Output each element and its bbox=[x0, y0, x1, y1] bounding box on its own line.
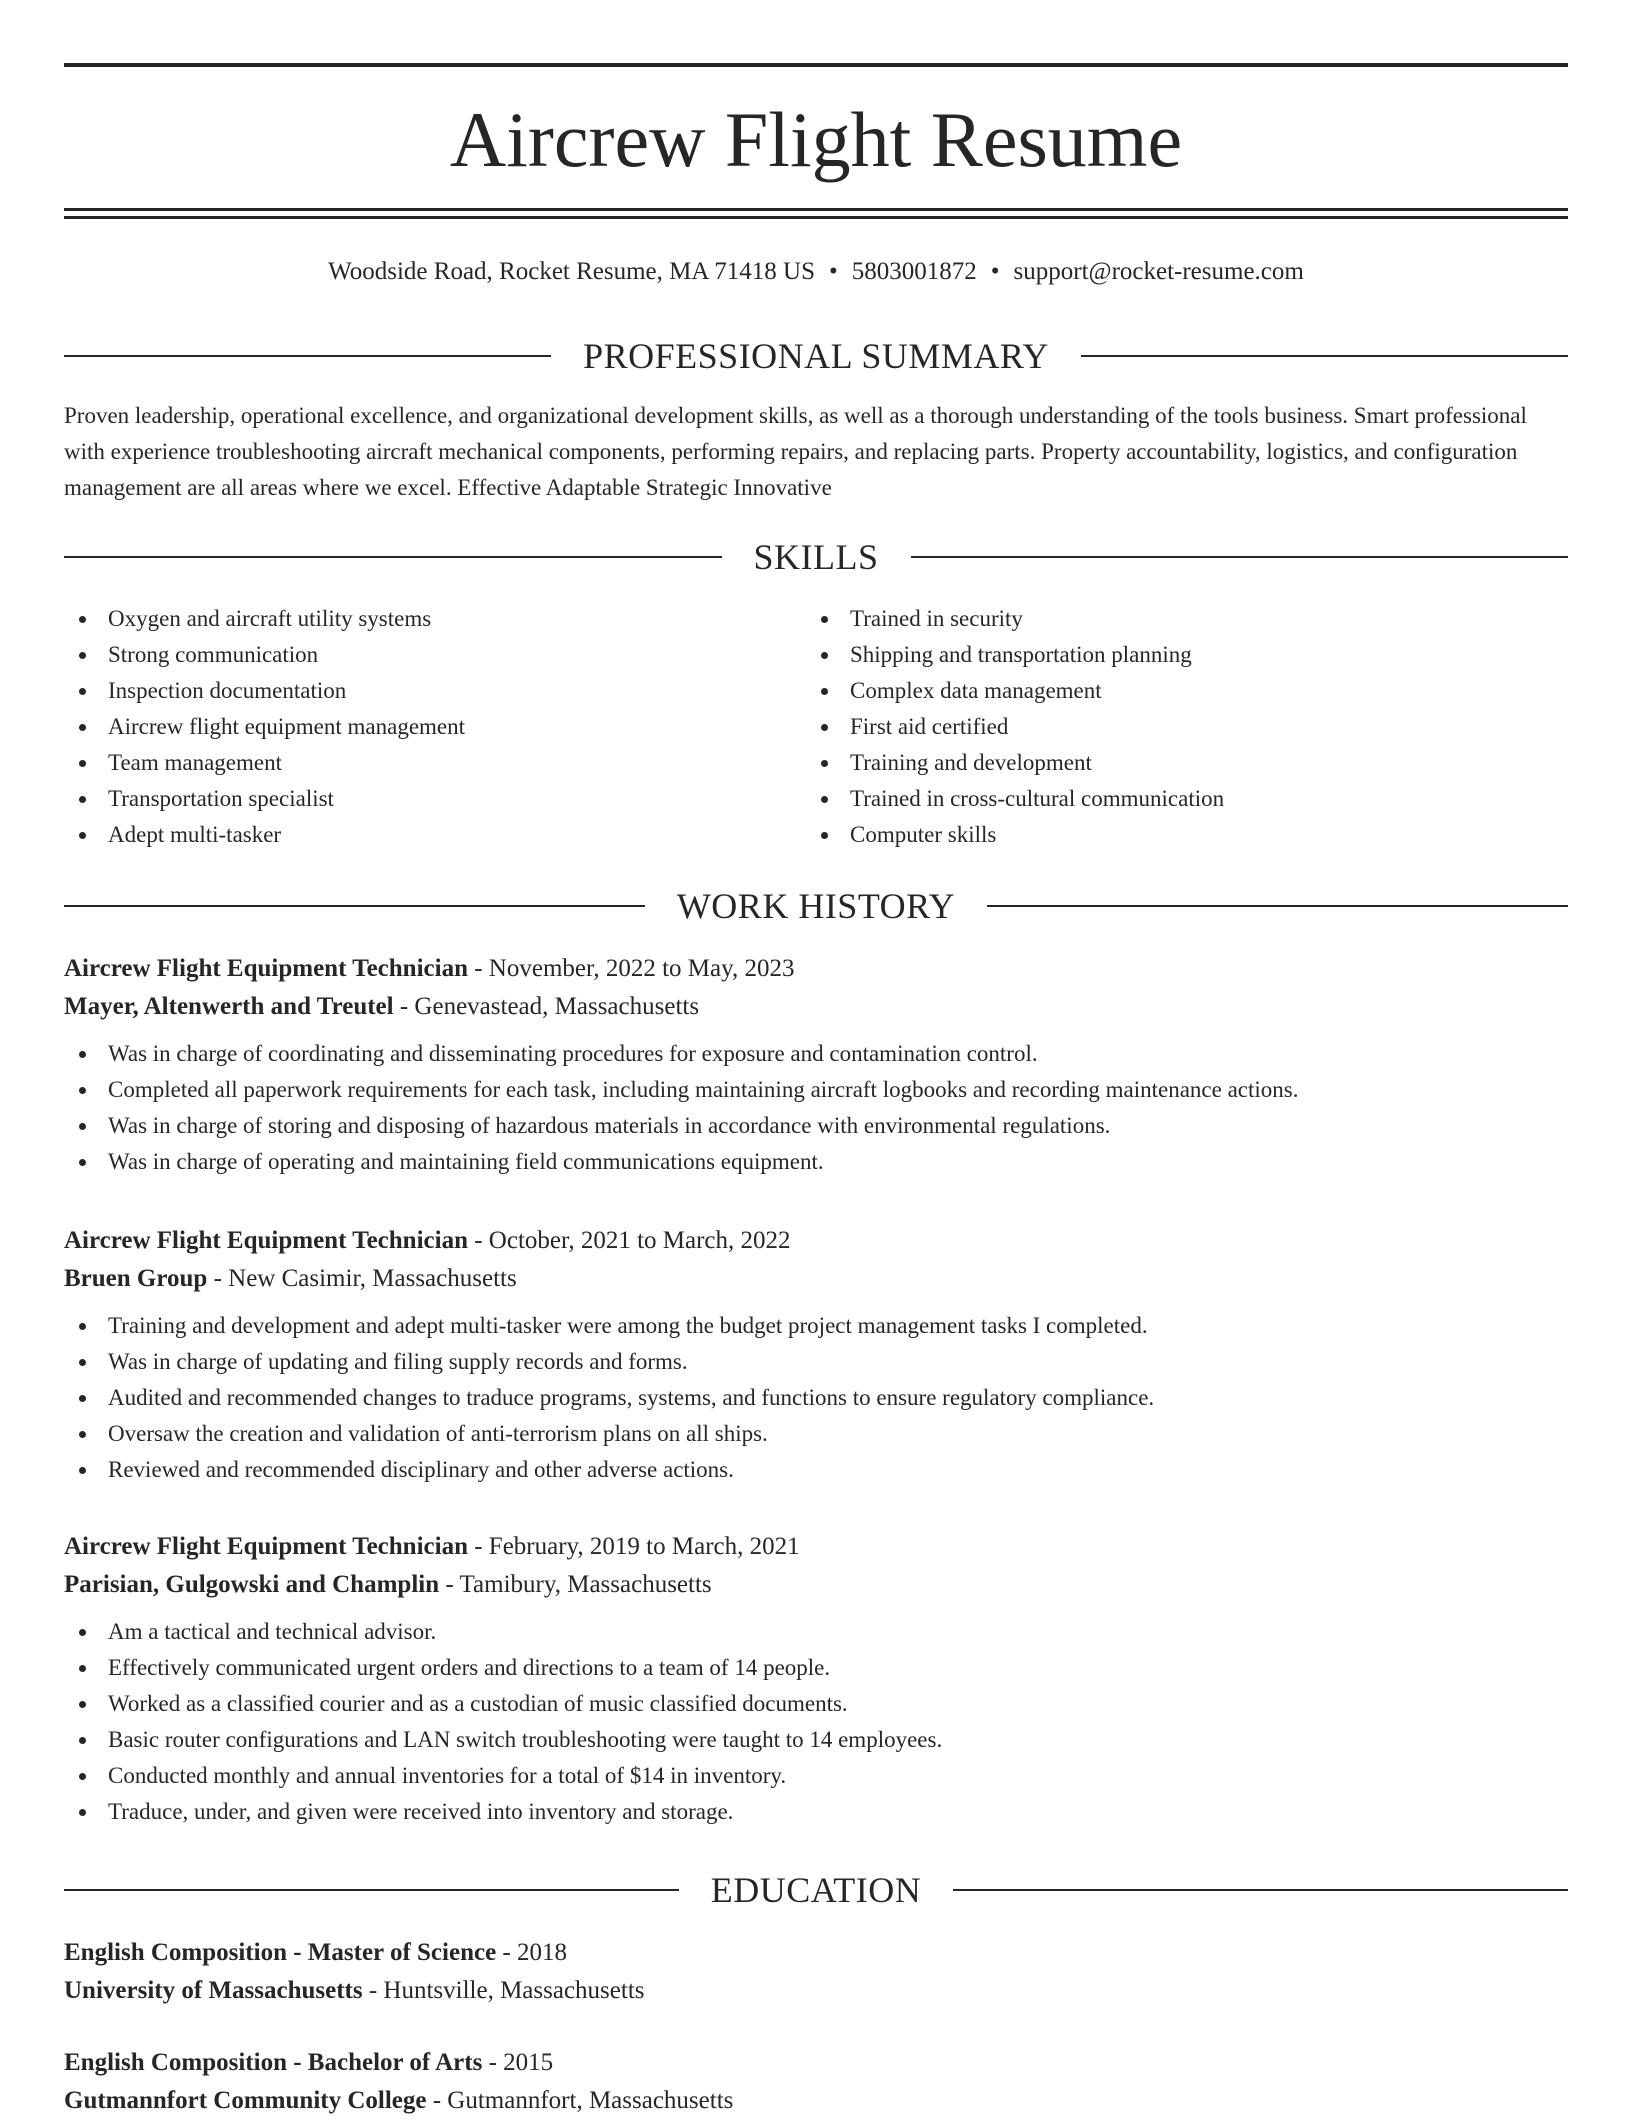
skill-item: Shipping and transportation planning bbox=[806, 637, 1506, 673]
skill-item: Computer skills bbox=[806, 817, 1506, 853]
contact-separator: • bbox=[990, 258, 1000, 285]
heading-rule-left bbox=[64, 905, 645, 907]
skill-item: First aid certified bbox=[806, 709, 1506, 745]
section-heading-label: PROFESSIONAL SUMMARY bbox=[583, 336, 1049, 376]
job-bullet: Completed all paperwork requirements for each task, including maintaining aircraft logbooks and recording maintenance actions. bbox=[64, 1072, 1568, 1108]
skill-item: Complex data management bbox=[806, 673, 1506, 709]
job-bullet: Reviewed and recommended disciplinary and other adverse actions. bbox=[64, 1452, 1568, 1488]
job-bullet: Was in charge of operating and maintaining field communications equipment. bbox=[64, 1144, 1568, 1180]
skill-item: Aircrew flight equipment management bbox=[64, 709, 764, 745]
job-company: Mayer, Altenwerth and Treutel bbox=[64, 993, 394, 1020]
header-top-rule bbox=[64, 63, 1568, 67]
education-year: - 2018 bbox=[496, 1939, 567, 1966]
job-bullet: Was in charge of coordinating and disseminating procedures for exposure and contamination control. bbox=[64, 1036, 1568, 1072]
education-location: - Huntsville, Massachusetts bbox=[362, 1977, 645, 2004]
skill-item: Oxygen and aircraft utility systems bbox=[64, 601, 764, 637]
section-heading-summary bbox=[64, 334, 1568, 378]
contact-phone: 5803001872 bbox=[851, 258, 977, 285]
contact-address: Woodside Road, Rocket Resume, MA 71418 US bbox=[328, 258, 816, 285]
skills-list-left bbox=[64, 601, 764, 853]
job-entry bbox=[64, 950, 1568, 1180]
job-bullet: Basic router configurations and LAN switch troubleshooting were taught to 14 employees. bbox=[64, 1722, 1568, 1758]
job-dates: - November, 2022 to May, 2023 bbox=[467, 955, 795, 982]
job-bullet: Was in charge of storing and disposing of hazardous materials in accordance with environmental regulations. bbox=[64, 1108, 1568, 1144]
job-company-line bbox=[64, 988, 1568, 1026]
contact-line bbox=[64, 252, 1568, 292]
job-title-line bbox=[64, 1528, 1568, 1566]
job-bullet: Audited and recommended changes to traduce programs, systems, and functions to ensure regulatory compliance. bbox=[64, 1380, 1568, 1416]
job-location: - Genevastead, Massachusetts bbox=[393, 993, 700, 1020]
job-entry bbox=[64, 1222, 1568, 1488]
job-bullet: Effectively communicated urgent orders and directions to a team of 14 people. bbox=[64, 1650, 1568, 1686]
job-bullets bbox=[64, 1614, 1568, 1830]
education-school-line bbox=[64, 1972, 1568, 2010]
heading-rule-right bbox=[953, 1889, 1568, 1891]
heading-rule-right bbox=[911, 556, 1569, 558]
section-heading-label: SKILLS bbox=[753, 537, 879, 577]
skill-item: Transportation specialist bbox=[64, 781, 764, 817]
job-title-line bbox=[64, 950, 1568, 988]
job-bullets bbox=[64, 1036, 1568, 1180]
heading-rule-left bbox=[64, 556, 722, 558]
resume-title: Aircrew Flight Resume bbox=[449, 96, 1183, 183]
job-title-line bbox=[64, 1222, 1568, 1260]
job-bullet: Training and development and adept multi-tasker were among the budget project management tasks I completed. bbox=[64, 1308, 1568, 1344]
contact-separator: • bbox=[829, 258, 838, 285]
job-bullet: Oversaw the creation and validation of anti-terrorism plans on all ships. bbox=[64, 1416, 1568, 1452]
education-year: - 2015 bbox=[482, 2049, 554, 2076]
job-location: - Tamibury, Massachusetts bbox=[439, 1571, 712, 1598]
education-degree: English Composition - Bachelor of Arts bbox=[64, 2049, 483, 2076]
education-school-line bbox=[64, 2082, 1568, 2120]
education-school: University of Massachusetts bbox=[64, 1977, 363, 2004]
skill-item: Team management bbox=[64, 745, 764, 781]
job-bullets bbox=[64, 1308, 1568, 1488]
job-entry bbox=[64, 1528, 1568, 1830]
job-dates: - February, 2019 to March, 2021 bbox=[467, 1533, 800, 1560]
education-degree: English Composition - Master of Science bbox=[64, 1939, 497, 1966]
job-company-line bbox=[64, 1260, 1568, 1298]
skill-item: Trained in security bbox=[806, 601, 1506, 637]
section-heading-label: EDUCATION bbox=[710, 1870, 922, 1910]
skill-item: Trained in cross-cultural communication bbox=[806, 781, 1506, 817]
section-heading-education bbox=[64, 1868, 1568, 1912]
section-heading-skills bbox=[64, 535, 1568, 579]
heading-rule-left bbox=[64, 355, 551, 357]
education-degree-line bbox=[64, 2044, 1568, 2082]
job-title: Aircrew Flight Equipment Technician bbox=[64, 955, 468, 982]
job-company: Bruen Group bbox=[64, 1265, 208, 1292]
contact-email: support@rocket-resume.com bbox=[1013, 258, 1304, 285]
job-bullet: Was in charge of updating and filing supply records and forms. bbox=[64, 1344, 1568, 1380]
job-title: Aircrew Flight Equipment Technician bbox=[64, 1227, 468, 1254]
job-bullet: Am a tactical and technical advisor. bbox=[64, 1614, 1568, 1650]
job-dates: - October, 2021 to March, 2022 bbox=[467, 1227, 791, 1254]
skill-item: Adept multi-tasker bbox=[64, 817, 764, 853]
header-double-rule-upper bbox=[64, 208, 1568, 211]
education-entry bbox=[64, 2044, 1568, 2120]
job-title: Aircrew Flight Equipment Technician bbox=[64, 1533, 468, 1560]
education-degree-line bbox=[64, 1934, 1568, 1972]
education-school: Gutmannfort Community College bbox=[64, 2087, 427, 2114]
section-heading-label: WORK HISTORY bbox=[676, 886, 956, 926]
job-location: - New Casimir, Massachusetts bbox=[207, 1265, 517, 1292]
education-entry bbox=[64, 1934, 1568, 2010]
heading-rule-right bbox=[1081, 355, 1568, 357]
job-bullet: Conducted monthly and annual inventories for a total of $14 in inventory. bbox=[64, 1758, 1568, 1794]
header-double-rule-lower bbox=[64, 216, 1568, 219]
job-company: Parisian, Gulgowski and Champlin bbox=[64, 1571, 440, 1598]
education-location: - Gutmannfort, Massachusetts bbox=[426, 2087, 734, 2114]
skill-item: Training and development bbox=[806, 745, 1506, 781]
skill-item: Strong communication bbox=[64, 637, 764, 673]
skills-list-right bbox=[806, 601, 1506, 853]
heading-rule-left bbox=[64, 1889, 679, 1891]
job-company-line bbox=[64, 1566, 1568, 1604]
heading-rule-right bbox=[987, 905, 1568, 907]
section-heading-work bbox=[64, 884, 1568, 928]
summary-text: Proven leadership, operational excellence, and organizational development skills, as well as a thorough understanding of the tools business. Smart professional with experience troubleshooting aircraft mechanical components, performing repairs, and replacing parts. Property accountability, logistics, and configuration management are all areas where we excel. Effective Adaptable Strategic Innovative bbox=[64, 403, 1527, 500]
job-bullet: Worked as a classified courier and as a custodian of music classified documents. bbox=[64, 1686, 1568, 1722]
skill-item: Inspection documentation bbox=[64, 673, 764, 709]
job-bullet: Traduce, under, and given were received into inventory and storage. bbox=[64, 1794, 1568, 1830]
